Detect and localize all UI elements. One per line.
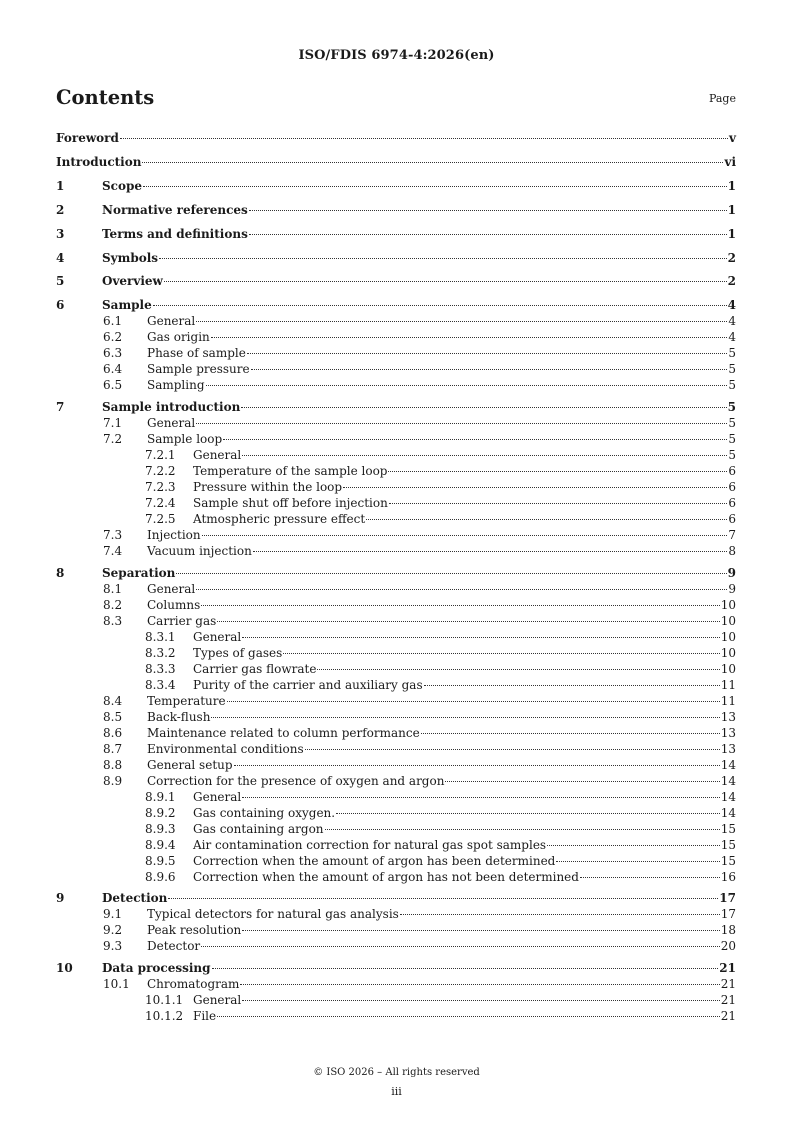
- toc-entry-title: Correction when the amount of argon has not been determined: [193, 869, 579, 884]
- toc-entry-page: 6: [728, 464, 736, 478]
- toc-entry-title: Detector: [147, 939, 201, 954]
- toc-entry-title: Maintenance related to column performance: [147, 725, 420, 740]
- toc-entry-page: 21: [720, 1009, 736, 1024]
- toc-entry-page: 15: [720, 821, 736, 836]
- dot-leader: [421, 733, 720, 734]
- toc-entry-number: 8.9: [103, 773, 123, 788]
- toc-entry-page: 1: [727, 202, 736, 217]
- toc-entry-title: General: [193, 789, 242, 804]
- toc-entry-title: Normative references: [102, 202, 248, 217]
- toc-entry-number: 7.2.2: [145, 464, 176, 478]
- toc-entry[interactable]: [0, 130, 793, 146]
- dot-leader: [223, 439, 727, 440]
- toc-entry[interactable]: [0, 250, 793, 266]
- toc-entry-page: 5: [728, 416, 736, 430]
- toc-entry-page: 17: [720, 907, 736, 922]
- toc-entry-number: 8.7: [103, 741, 123, 756]
- toc-entry-number: 8.9.3: [145, 821, 176, 836]
- dot-leader: [176, 573, 726, 574]
- toc-entry-number: 9.1: [103, 907, 123, 922]
- toc-entry-title: Gas origin: [147, 330, 210, 345]
- toc-entry-page: 14: [720, 789, 736, 804]
- toc-entry-title: Typical detectors for natural gas analysis: [147, 907, 399, 922]
- dot-leader: [217, 621, 719, 622]
- toc-entry-number: 8.5: [103, 709, 123, 724]
- toc-entry-page: 2: [727, 250, 736, 265]
- toc-entry[interactable]: [0, 853, 793, 869]
- toc-entry[interactable]: [0, 709, 793, 725]
- toc-entry-number: 8.1: [103, 581, 123, 596]
- toc-entry-title: Foreword: [56, 131, 119, 145]
- footer-page-number: iii: [391, 1085, 402, 1098]
- dot-leader: [400, 914, 720, 915]
- toc-entry-page: 16: [720, 869, 736, 884]
- toc-entry-number: 8.9.2: [145, 805, 176, 820]
- toc-entry[interactable]: [0, 677, 793, 693]
- toc-entry-title: General: [193, 629, 242, 644]
- dot-leader: [201, 605, 719, 606]
- toc-entry[interactable]: [0, 495, 793, 511]
- contents-title: Contents: [56, 86, 155, 109]
- dot-leader: [366, 519, 727, 520]
- toc-entry-page: 5: [728, 362, 736, 377]
- dot-leader: [242, 455, 727, 456]
- dot-leader: [343, 487, 727, 488]
- toc-entry-page: 20: [720, 939, 736, 954]
- toc-entry[interactable]: [0, 313, 793, 329]
- toc-entry-title: Temperature of the sample loop: [193, 464, 388, 478]
- dot-leader: [196, 321, 727, 322]
- dot-leader: [143, 186, 727, 187]
- toc-entry-page: 2: [727, 274, 736, 289]
- toc-entry-title: Purity of the carrier and auxiliary gas: [193, 677, 423, 692]
- toc-entry[interactable]: [0, 869, 793, 885]
- toc-entry[interactable]: [0, 297, 793, 313]
- toc-entry-number: 6.5: [103, 378, 123, 393]
- dot-leader: [153, 305, 727, 306]
- toc-entry-number: 8.3.2: [145, 645, 176, 660]
- dot-leader: [168, 898, 718, 899]
- dot-leader: [325, 829, 720, 830]
- toc-entry-page: 13: [720, 741, 736, 756]
- toc-entry-number: 6.4: [103, 362, 123, 377]
- toc-entry-title: Correction for the presence of oxygen and argon: [147, 773, 445, 788]
- toc-entry-title: Back-flush: [147, 709, 211, 724]
- toc-entry-number: 8.9.4: [145, 837, 176, 852]
- toc-entry[interactable]: [0, 890, 793, 906]
- toc-entry-page: 9: [727, 565, 736, 580]
- toc-entry-number: 6: [56, 298, 65, 313]
- toc-entry-title: General: [147, 416, 196, 430]
- toc-entry-number: 8.2: [103, 597, 123, 612]
- dot-leader: [211, 717, 719, 718]
- toc-entry-number: 7.4: [103, 544, 123, 558]
- toc-entry-page: 5: [727, 400, 736, 414]
- toc-entry-number: 10.1: [103, 977, 130, 992]
- toc-entry-number: 7.2.4: [145, 496, 176, 510]
- toc-entry[interactable]: [0, 938, 793, 954]
- toc-entry-title: Introduction: [56, 154, 142, 169]
- toc-entry[interactable]: [0, 645, 793, 661]
- dot-leader: [445, 781, 719, 782]
- toc-entry-title: Pressure within the loop: [193, 480, 343, 494]
- toc-entry[interactable]: [0, 976, 793, 992]
- toc-entry-title: Injection: [147, 528, 201, 542]
- toc-entry-title: General: [193, 448, 242, 462]
- toc-entry-number: 10.1.1: [145, 993, 184, 1008]
- toc-entry-page: 21: [719, 961, 736, 976]
- dot-leader: [424, 685, 720, 686]
- toc-entry-number: 2: [56, 202, 65, 217]
- toc-entry-title: Atmospheric pressure effect: [193, 512, 366, 526]
- toc-entry-title: Vacuum injection: [147, 544, 252, 558]
- dot-leader: [283, 653, 719, 654]
- toc-entry[interactable]: [0, 992, 793, 1008]
- toc-entry-number: 8.4: [103, 693, 123, 708]
- toc-entry-page: 13: [720, 725, 736, 740]
- toc-entry-page: 14: [720, 757, 736, 772]
- toc-entry-number: 8.6: [103, 725, 123, 740]
- toc-entry[interactable]: [0, 527, 793, 543]
- dot-leader: [120, 138, 728, 139]
- dot-leader: [234, 765, 720, 766]
- toc-entry[interactable]: [0, 226, 793, 242]
- dot-leader: [142, 162, 723, 163]
- dot-leader: [241, 407, 726, 408]
- dot-leader: [556, 861, 719, 862]
- document-header: ISO/FDIS 6974-4:2026(en): [298, 48, 495, 63]
- dot-leader: [227, 701, 720, 702]
- dot-leader: [388, 471, 727, 472]
- toc-entry-title: Correction when the amount of argon has been determined: [193, 853, 556, 868]
- toc-entry[interactable]: [0, 629, 793, 645]
- toc-entry[interactable]: [0, 581, 793, 597]
- toc-entry-title: General: [193, 993, 242, 1008]
- dot-leader: [159, 258, 727, 259]
- toc-entry[interactable]: [0, 431, 793, 447]
- toc-entry-number: 9: [56, 891, 65, 906]
- dot-leader: [196, 423, 727, 424]
- toc-entry[interactable]: [0, 725, 793, 741]
- toc-entry-number: 8.8: [103, 757, 123, 772]
- toc-entry[interactable]: [0, 399, 793, 415]
- toc-entry-page: 1: [727, 178, 736, 193]
- toc-entry-title: Types of gases: [193, 645, 283, 660]
- toc-entry-title: Sample shut off before injection: [193, 496, 388, 510]
- toc-entry-number: 9.2: [103, 923, 123, 938]
- toc-entry-page: 18: [720, 923, 736, 938]
- toc-entry-title: Overview: [102, 274, 163, 289]
- toc-entry[interactable]: [0, 154, 793, 170]
- toc-entry[interactable]: [0, 805, 793, 821]
- dot-leader: [249, 234, 727, 235]
- toc-entry-page: 17: [719, 891, 736, 906]
- toc-entry-page: 1: [727, 226, 736, 241]
- toc-entry[interactable]: [0, 693, 793, 709]
- dot-leader: [242, 930, 719, 931]
- toc-entry[interactable]: [0, 377, 793, 393]
- dot-leader: [206, 385, 728, 386]
- toc-entry-number: 6.3: [103, 346, 123, 361]
- toc-entry-page: 4: [727, 298, 736, 313]
- toc-entry-page: 6: [728, 496, 736, 510]
- dot-leader: [580, 877, 720, 878]
- toc-entry-number: 1: [56, 178, 65, 193]
- toc-entry[interactable]: [0, 273, 793, 289]
- dot-leader: [217, 1016, 720, 1017]
- toc-entry-title: Sample pressure: [147, 362, 250, 377]
- toc-entry-number: 7.1: [103, 416, 123, 430]
- dot-leader: [240, 984, 719, 985]
- toc-entry-number: 8.3.3: [145, 661, 176, 676]
- toc-entry[interactable]: [0, 415, 793, 431]
- dot-leader: [201, 946, 720, 947]
- toc-entry-title: General: [147, 314, 196, 329]
- dot-leader: [251, 369, 728, 370]
- toc-entry[interactable]: [0, 757, 793, 773]
- toc-entry-number: 8.3: [103, 613, 123, 628]
- dot-leader: [164, 281, 727, 282]
- toc-entry-number: 5: [56, 274, 65, 289]
- toc-entry-page: 21: [720, 993, 736, 1008]
- toc-entry-number: 7.3: [103, 528, 123, 542]
- toc-entry-title: Data processing: [102, 961, 211, 976]
- toc-entry-title: Detection: [102, 891, 168, 906]
- toc-entry[interactable]: [0, 345, 793, 361]
- dot-leader: [212, 968, 719, 969]
- toc-entry-page: 10: [720, 661, 736, 676]
- toc-entry[interactable]: [0, 922, 793, 938]
- toc-entry-number: 8.9.5: [145, 853, 176, 868]
- toc-entry-number: 10.1.2: [145, 1009, 184, 1024]
- toc-entry[interactable]: [0, 329, 793, 345]
- toc-entry-title: Phase of sample: [147, 346, 246, 361]
- toc-entry-title: Terms and definitions: [102, 226, 248, 241]
- toc-entry-title: Peak resolution: [147, 923, 242, 938]
- toc-entry[interactable]: [0, 837, 793, 853]
- toc-entry-title: Sample: [102, 298, 152, 313]
- dot-leader: [336, 813, 720, 814]
- toc-entry[interactable]: [0, 821, 793, 837]
- toc-entry[interactable]: [0, 789, 793, 805]
- toc-entry[interactable]: [0, 565, 793, 581]
- toc-entry-page: 21: [720, 977, 736, 992]
- toc-entry-page: 8: [728, 544, 736, 558]
- toc-entry-title: Chromatogram: [147, 977, 240, 992]
- dot-leader: [305, 749, 720, 750]
- toc-entry[interactable]: [0, 661, 793, 677]
- toc-entry-page: 5: [728, 432, 736, 446]
- dot-leader: [242, 637, 719, 638]
- toc-entry-page: 4: [728, 314, 736, 329]
- toc-entry-title: General setup: [147, 757, 233, 772]
- toc-entry-title: Carrier gas flowrate: [193, 661, 317, 676]
- toc-entry[interactable]: [0, 906, 793, 922]
- toc-entry-title: Temperature: [147, 693, 226, 708]
- toc-entry-number: 8.9.6: [145, 869, 176, 884]
- toc-entry-number: 10: [56, 961, 73, 976]
- dot-leader: [242, 797, 719, 798]
- toc-entry-page: 15: [720, 837, 736, 852]
- toc-entry[interactable]: [0, 613, 793, 629]
- toc-entry-title: File: [193, 1009, 217, 1024]
- toc-entry-page: 15: [720, 853, 736, 868]
- toc-entry[interactable]: [0, 202, 793, 218]
- toc-entry-title: General: [147, 581, 196, 596]
- toc-entry-page: v: [729, 131, 736, 145]
- toc-entry-page: 4: [728, 330, 736, 345]
- toc-entry-number: 9.3: [103, 939, 123, 954]
- dot-leader: [247, 353, 728, 354]
- dot-leader: [249, 210, 727, 211]
- toc-entry-title: Sample introduction: [102, 400, 241, 414]
- toc-entry-page: 10: [720, 613, 736, 628]
- toc-entry-number: 7.2.3: [145, 480, 176, 494]
- toc-entry-title: Air contamination correction for natural gas spot samples: [193, 837, 547, 852]
- toc-entry-title: Symbols: [102, 250, 159, 265]
- toc-entry-page: 9: [728, 581, 736, 596]
- dot-leader: [202, 535, 728, 536]
- toc-entry[interactable]: [0, 511, 793, 527]
- toc-entry-number: 6.1: [103, 314, 123, 329]
- toc-entry-page: 14: [720, 805, 736, 820]
- toc-entry-title: Gas containing argon: [193, 821, 324, 836]
- toc-entry-number: 8: [56, 565, 65, 580]
- toc-entry-page: 6: [728, 480, 736, 494]
- toc-entry-page: 13: [720, 709, 736, 724]
- toc-entry[interactable]: [0, 773, 793, 789]
- dot-leader: [242, 1000, 719, 1001]
- dot-leader: [547, 845, 720, 846]
- toc-entry[interactable]: [0, 479, 793, 495]
- dot-leader: [211, 337, 728, 338]
- toc-entry-page: 10: [720, 597, 736, 612]
- toc-entry-title: Sample loop: [147, 432, 223, 446]
- toc-entry-title: Scope: [102, 178, 143, 193]
- toc-entry[interactable]: [0, 178, 793, 194]
- toc-entry-page: 5: [728, 378, 736, 393]
- toc-entry-title: Separation: [102, 565, 176, 580]
- toc-entry-title: Environmental conditions: [147, 741, 304, 756]
- toc-entry-page: 7: [728, 528, 736, 542]
- toc-entry-page: 5: [728, 448, 736, 462]
- toc-entry-title: Carrier gas: [147, 613, 217, 628]
- toc-entry-number: 8.9.1: [145, 789, 176, 804]
- toc-entry[interactable]: [0, 447, 793, 463]
- toc-entry-number: 8.3.4: [145, 677, 176, 692]
- toc-entry-title: Columns: [147, 597, 201, 612]
- page-column-label: Page: [708, 92, 736, 105]
- toc-entry-number: 6.2: [103, 330, 123, 345]
- toc-entry-title: Sampling: [147, 378, 205, 393]
- toc-entry[interactable]: [0, 1008, 793, 1024]
- toc-entry-number: 7.2: [103, 432, 123, 446]
- toc-entry[interactable]: [0, 361, 793, 377]
- toc-entry-page: 5: [728, 346, 736, 361]
- toc-entry-page: vi: [724, 154, 736, 169]
- dot-leader: [253, 551, 728, 552]
- toc-entry[interactable]: [0, 960, 793, 976]
- toc-entry[interactable]: [0, 463, 793, 479]
- toc-entry-page: 6: [728, 512, 736, 526]
- dot-leader: [317, 669, 719, 670]
- toc-entry-number: 7: [56, 400, 65, 414]
- toc-entry-number: 4: [56, 250, 65, 265]
- toc-entry-page: 10: [720, 629, 736, 644]
- toc-entry-page: 14: [720, 773, 736, 788]
- toc-entry-number: 7.2.5: [145, 512, 176, 526]
- toc-entry-number: 7.2.1: [145, 448, 176, 462]
- toc-entry-title: Gas containing oxygen.: [193, 805, 336, 820]
- toc-entry-number: 3: [56, 226, 65, 241]
- toc-entry[interactable]: [0, 741, 793, 757]
- dot-leader: [389, 503, 728, 504]
- toc-entry[interactable]: [0, 543, 793, 559]
- dot-leader: [196, 589, 727, 590]
- toc-entry-page: 11: [720, 693, 736, 708]
- toc-entry-page: 10: [720, 645, 736, 660]
- toc-entry[interactable]: [0, 597, 793, 613]
- toc-entry-number: 8.3.1: [145, 629, 176, 644]
- toc-entry-page: 11: [720, 677, 736, 692]
- footer-copyright: © ISO 2026 – All rights reserved: [313, 1067, 480, 1078]
